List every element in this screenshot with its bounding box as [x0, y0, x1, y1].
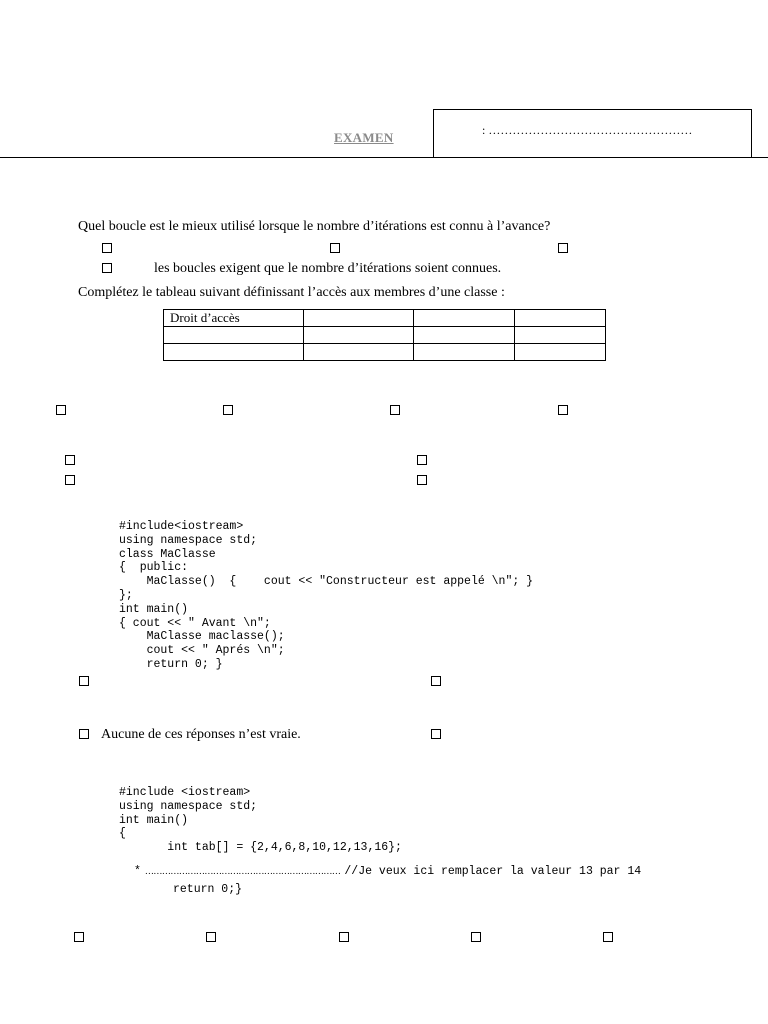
table-cell[interactable] — [515, 327, 606, 344]
q5-code-block — [119, 786, 402, 855]
q4-checkbox-a[interactable] — [79, 676, 89, 686]
pointer-blank[interactable]: …………………………………………………………… — [144, 866, 341, 876]
q4-checkbox-d[interactable] — [431, 729, 441, 739]
table-row — [164, 344, 606, 361]
q5-checkbox-b[interactable] — [206, 932, 216, 942]
table-header-droit-acces: Droit d’accès — [164, 310, 304, 327]
table-cell[interactable] — [304, 310, 414, 327]
code-line: { public: — [119, 561, 189, 575]
q3-checkbox-a[interactable] — [56, 405, 66, 415]
q5-checkbox-a[interactable] — [74, 932, 84, 942]
q1-checkbox-c[interactable] — [558, 243, 568, 253]
q4-code-block — [119, 520, 533, 672]
code-line: int tab[] = {2,4,6,8,10,12,13,16}; — [119, 841, 402, 855]
q3b-checkbox-a[interactable] — [65, 455, 75, 465]
pointer-comment: //Je veux ici remplacer la valeur 13 par 14 — [344, 865, 642, 878]
q2-question: Complétez le tableau suivant définissant l’accès aux membres d’une classe : — [78, 285, 505, 300]
exam-title: EXAMEN — [334, 130, 394, 145]
access-table — [163, 309, 606, 361]
table-cell[interactable] — [414, 310, 515, 327]
q3-checkbox-b[interactable] — [223, 405, 233, 415]
code-line: class MaClasse — [119, 547, 216, 561]
code-line: int main() — [119, 813, 189, 827]
name-field-box[interactable] — [433, 109, 752, 158]
table-cell[interactable] — [304, 344, 414, 361]
q5-return-line: return 0;} — [173, 883, 243, 896]
q1-checkbox-b[interactable] — [330, 243, 340, 253]
code-line: return 0; } — [119, 657, 223, 671]
table-cell[interactable] — [414, 327, 515, 344]
q1-checkbox-a[interactable] — [102, 243, 112, 253]
table-cell[interactable] — [414, 344, 515, 361]
code-line: #include<iostream> — [119, 520, 244, 533]
q5-checkbox-c[interactable] — [339, 932, 349, 942]
code-line: using namespace std; — [119, 799, 258, 813]
code-line: { — [119, 827, 126, 841]
q1-checkbox-d[interactable] — [102, 263, 112, 273]
q3b-checkbox-c[interactable] — [65, 475, 75, 485]
q3-checkbox-c[interactable] — [390, 405, 400, 415]
code-line: int main() — [119, 602, 189, 616]
code-line: MaClasse maclasse(); — [119, 630, 285, 644]
code-line: cout << " Aprés \n"; — [119, 644, 285, 658]
name-field-dots: : …………………………………………… — [482, 123, 693, 137]
code-line: #include <iostream> — [119, 786, 251, 799]
table-row — [164, 327, 606, 344]
q1-question: Quel boucle est le mieux utilisé lorsque le nombre d’itérations est connu à l’avance? — [78, 219, 551, 234]
q4-checkbox-c[interactable] — [79, 729, 89, 739]
pointer-star: * — [134, 865, 141, 878]
table-cell[interactable] — [515, 310, 606, 327]
table-cell[interactable] — [304, 327, 414, 344]
q5-checkbox-d[interactable] — [471, 932, 481, 942]
table-cell[interactable] — [515, 344, 606, 361]
q4-option-c-label: Aucune de ces réponses n’est vraie. — [101, 727, 301, 742]
code-line: using namespace std; — [119, 533, 258, 547]
q5-checkbox-e[interactable] — [603, 932, 613, 942]
code-line: MaClasse() { cout << "Constructeur est appelé \n"; } — [119, 575, 534, 589]
table-row — [164, 310, 606, 327]
table-cell[interactable] — [164, 344, 304, 361]
code-line: }; — [119, 588, 133, 602]
q3b-checkbox-d[interactable] — [417, 475, 427, 485]
q3-checkbox-d[interactable] — [558, 405, 568, 415]
q1-option-d-label: les boucles exigent que le nombre d’itérations soient connues. — [154, 261, 502, 276]
q4-checkbox-b[interactable] — [431, 676, 441, 686]
table-cell[interactable] — [164, 327, 304, 344]
q5-pointer-line — [134, 861, 641, 879]
code-line: { cout << " Avant \n"; — [119, 616, 271, 630]
q3b-checkbox-b[interactable] — [417, 455, 427, 465]
